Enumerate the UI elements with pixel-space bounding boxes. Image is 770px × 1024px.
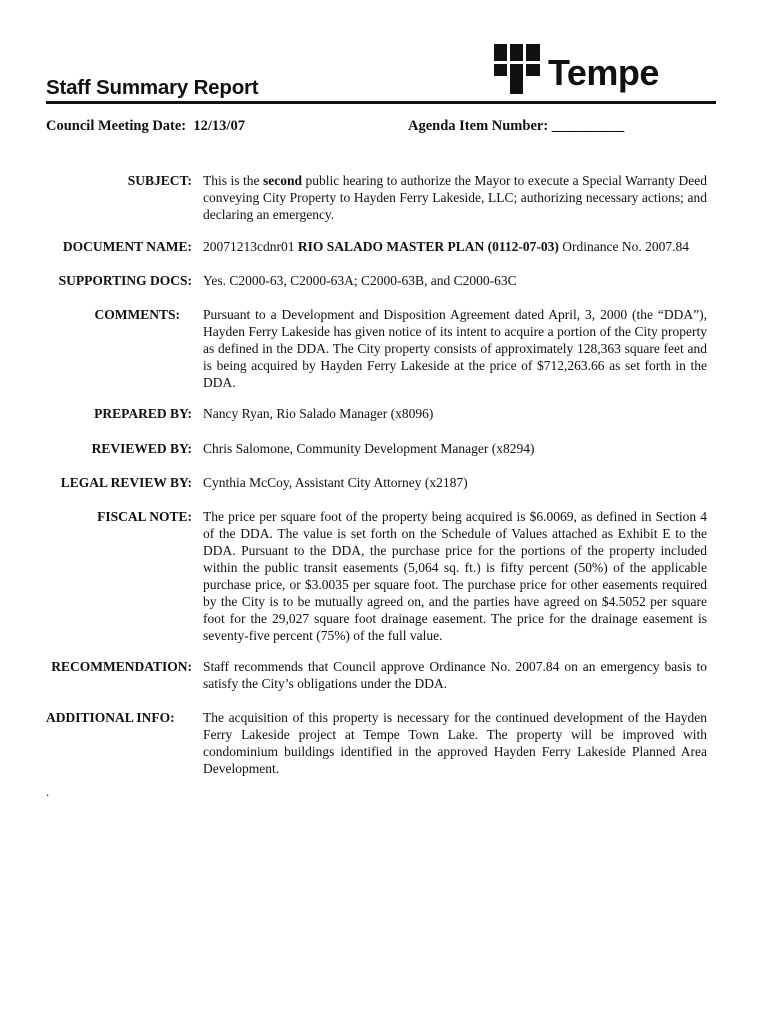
document-ordinance: Ordinance No. 2007.84 — [558, 239, 689, 254]
council-meeting-date-value: 12/13/07 — [193, 118, 245, 134]
document-name-label: DOCUMENT NAME: — [62, 239, 192, 254]
tempe-logo-text: Tempe — [548, 52, 659, 93]
comments-label: COMMENTS: — [94, 307, 180, 322]
reviewed-by-label: REVIEWED BY: — [91, 441, 192, 456]
supporting-docs-label: SUPPORTING DOCS: — [58, 273, 192, 288]
subject-text-start: This is the — [203, 173, 263, 188]
subject-emphasis: second — [263, 173, 303, 188]
subject-value — [203, 172, 707, 223]
legal-review-label: LEGAL REVIEW BY: — [60, 475, 192, 490]
prepared-by-value: Nancy Ryan, Rio Salado Manager (x8096) — [203, 406, 434, 421]
subject-text-end: public hearing to authorize the Mayor to execute a Special Warranty Deed conveying City Property to Hayden Ferry Lakeside, LLC; authorizing necessary actions; and declaring an emergency. — [203, 173, 707, 222]
prepared-by-label: PREPARED BY: — [94, 406, 192, 421]
header-divider — [46, 101, 716, 104]
fiscal-note-label: FISCAL NOTE: — [97, 509, 192, 524]
agenda-item-number-value: __________ — [551, 118, 625, 134]
recommendation-label: RECOMMENDATION: — [51, 659, 192, 674]
agenda-item-number-label: Agenda Item Number: — [408, 118, 549, 134]
report-header — [46, 40, 716, 106]
comments-value: Pursuant to a Development and Disposition Agreement dated April, 3, 2000 (the “DDA”), Hayden Ferry Lakeside has given notice of its intent to acquire a portion of the City property as defined in the DDA. The City property consists of approximately 128,363 square feet and is being acquired by Hayden Ferry Lakeside at the price of $712,263.66 as set forth in the DDA. — [203, 307, 707, 390]
council-meeting-date — [46, 118, 245, 135]
stray-dot: . — [46, 784, 50, 799]
report-title: Staff Summary Report — [46, 76, 259, 99]
legal-review-value: Cynthia McCoy, Assistant City Attorney (x2187) — [203, 475, 468, 490]
document-code: 20071213cdnr01 — [203, 239, 298, 254]
document-name-value — [203, 238, 707, 255]
tempe-logo — [492, 40, 722, 100]
council-meeting-date-label: Council Meeting Date: — [46, 118, 187, 134]
meeting-info — [46, 118, 716, 138]
reviewed-by-value: Chris Salomone, Community Development Manager (x8294) — [203, 441, 535, 456]
tempe-logo-icon — [492, 42, 542, 96]
supporting-docs-value: Yes. C2000-63, C2000-63A; C2000-63B, and C2000-63C — [203, 273, 517, 288]
recommendation-value: Staff recommends that Council approve Ordinance No. 2007.84 on an emergency basis to satisfy the City’s obligations under the DDA. — [203, 659, 707, 691]
additional-info-value: The acquisition of this property is necessary for the continued development of the Hayden Ferry Lakeside project at Tempe Town Lake. The property will be improved with condominium buildings identified in the approved Hayden Ferry Lakeside Planned Area Development. — [203, 710, 707, 776]
document-plan: RIO SALADO MASTER PLAN (0112-07-03) — [297, 239, 559, 254]
subject-label: SUBJECT: — [127, 173, 192, 188]
fiscal-note-value: The price per square foot of the property being acquired is $6.0069, as defined in Section 4 of the DDA. The value is set forth on the Schedule of Values attached as Exhibit E to the DDA. Pursuant to the DDA, the purchase price for the portions of the property included within the public transit easements (5,064 sq. ft.) is fifty percent (50%) of the applicable purchase price, or $3.0035 per square foot. The purchase price for other easements required by the City is to be mutually agreed on, and the parties have agreed on $4.5052 per square foot for the 29,027 square foot drainage easement. The price for the drainage easement is seventy-five percent (75%) of the full value. — [203, 509, 707, 643]
additional-info-label: ADDITIONAL INFO: — [46, 710, 175, 725]
agenda-item-number — [408, 118, 624, 135]
